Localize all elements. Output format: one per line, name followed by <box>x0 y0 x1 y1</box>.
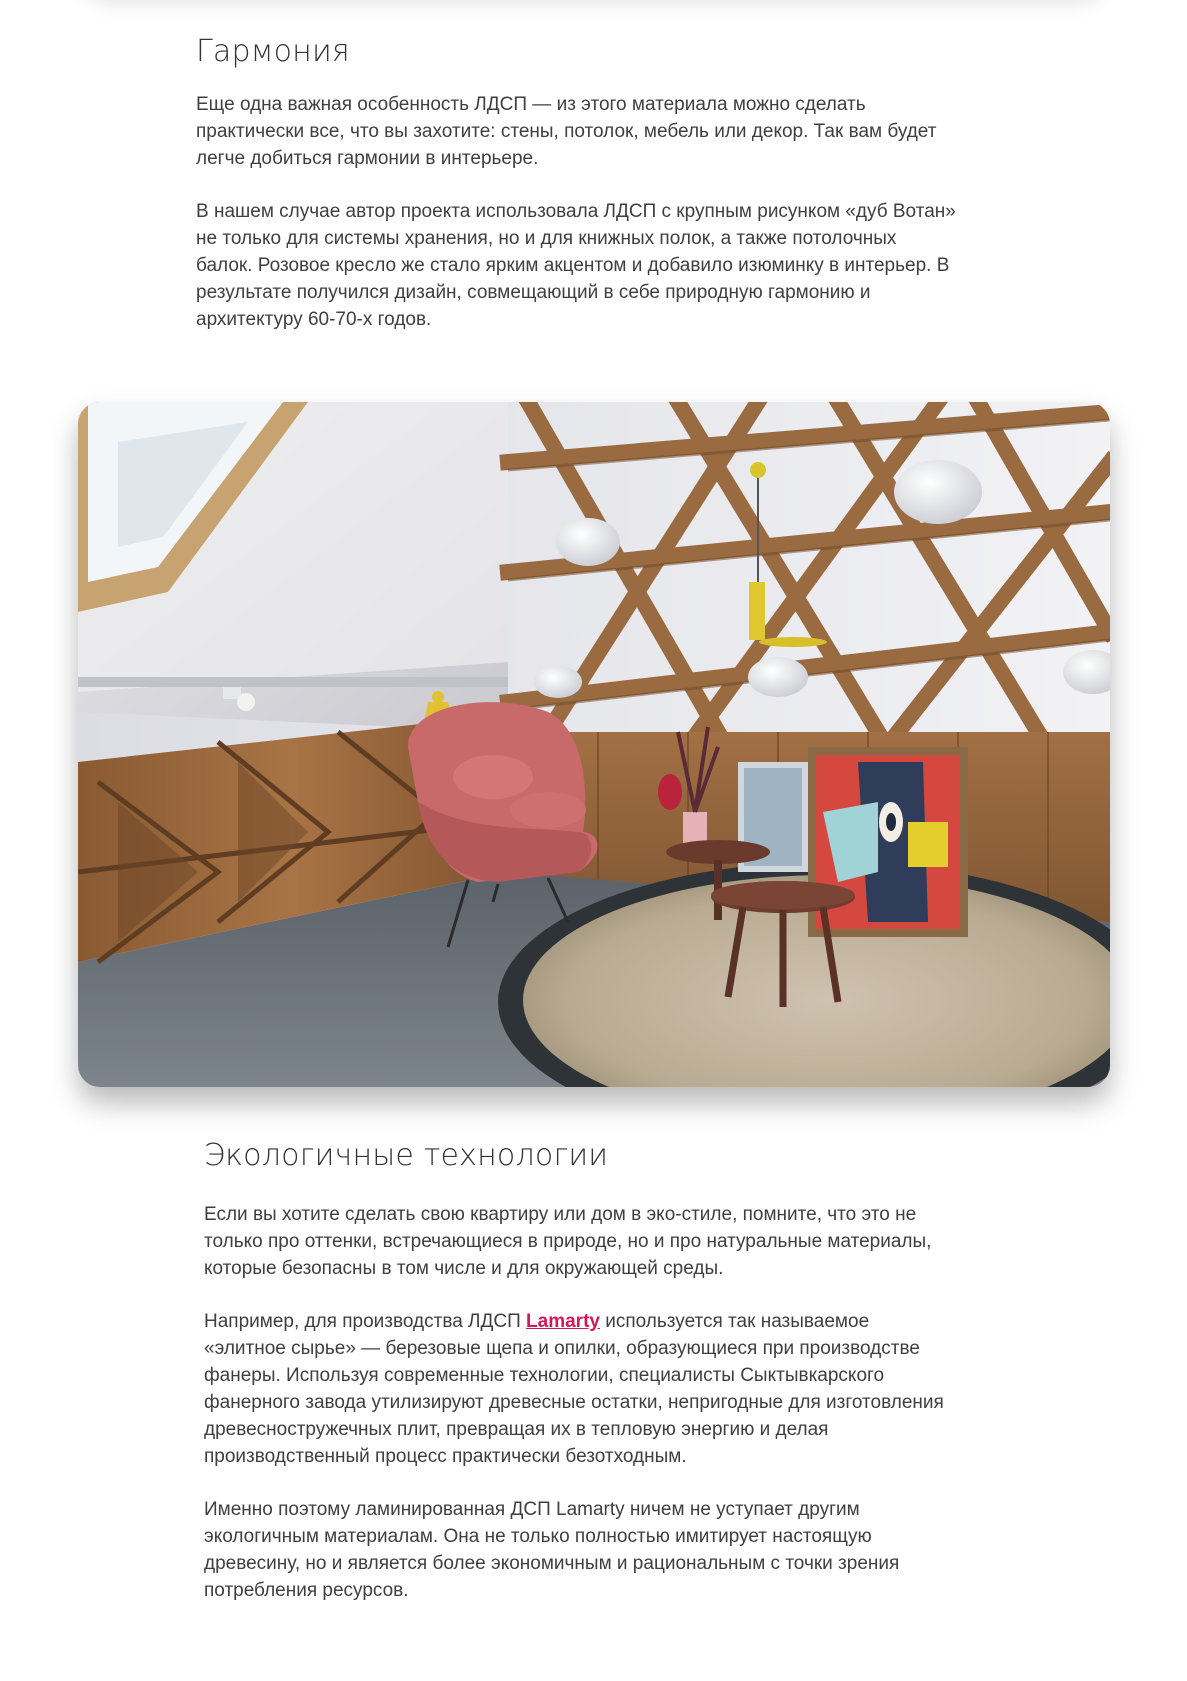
paragraph: Если вы хотите сделать свою квартиру или дом в эко-стиле, помните, что это не только про оттенки, встречающиеся в природе, но и про натуральные материалы, которые безопасны в том числе и для окружающей среды. <box>204 1204 932 1279</box>
lamarty-link[interactable]: Lamarty <box>526 1311 600 1332</box>
section-eco-technologies <box>204 1138 964 1630</box>
paragraph-text: Например, для производства ЛДСП <box>204 1311 527 1332</box>
paragraph: Именно поэтому ламинированная ДСП Lamarty ничем не уступает другим экологичным материалам. Она не только полностью имитирует настоящую древесину, но и является более экономичным и рациональным с точки зрения потребления ресурсов. <box>204 1499 900 1601</box>
paragraph: В нашем случае автор проекта использовала ЛДСП с крупным рисунком «дуб Вотан» не только для системы хранения, но и для книжных полок, а также потолочных балок. Розовое кресло же стало ярким акцентом и добавило изюминку в интерьер. В результате получился дизайн, совмещающий в себе природную гармонию и архитектуру 60-70-х годов. <box>196 201 956 330</box>
section-heading: Гармония <box>196 34 350 69</box>
paragraph-text: используется так называемое «элитное сырье» — березовые щепа и опилки, образующиеся при производстве фанеры. Используя современные технологии, специалисты Сыктывкарского фанерного завода утилизируют древесные остатки, непригодные для изготовления древесностружечных плит, превращая их в тепловую энергию и делая производственный процесс практически безотходным. <box>204 1311 944 1467</box>
section-harmony <box>196 34 956 359</box>
interior-photo <box>78 402 1110 1087</box>
paragraph <box>204 1308 956 1470</box>
paragraph: Еще одна важная особенность ЛДСП — из этого материала можно сделать практически все, что вы захотите: стены, потолок, мебель или декор. Так вам будет легче добиться гармонии в интерьере. <box>196 94 937 169</box>
section-heading: Экологичные технологии <box>204 1138 609 1173</box>
